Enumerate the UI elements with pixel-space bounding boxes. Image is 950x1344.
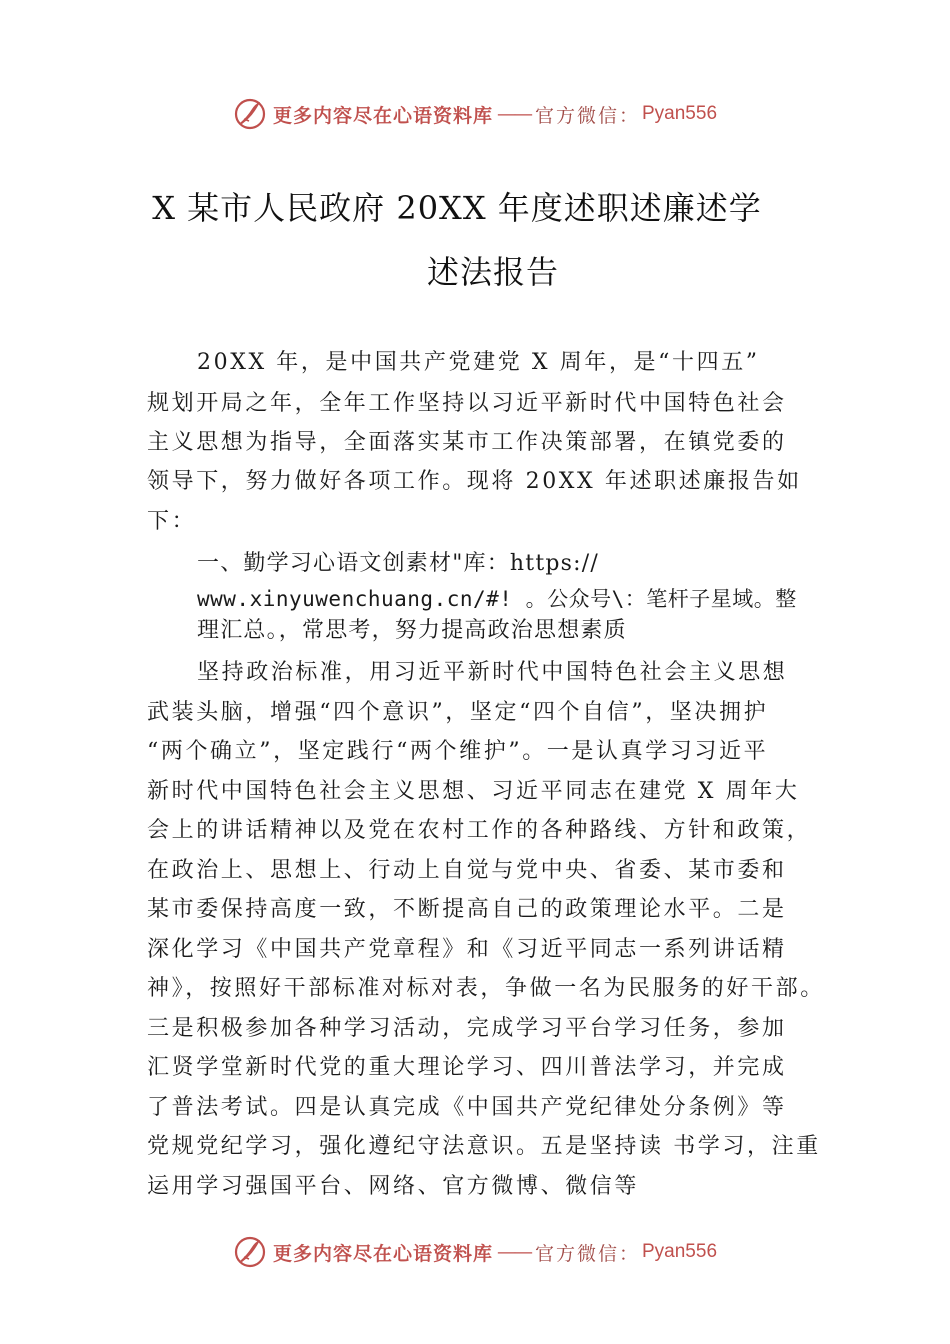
section-heading-line: 一、勤学习心语文创素材"库：https:// — [197, 551, 599, 576]
body-line: 在政治上、思想上、行动上自觉与党中央、省委、某市委和 — [147, 858, 787, 883]
body-line: 武装头脑，增强“四个意识”，坚定“四个自信”，坚决拥护 — [147, 700, 769, 725]
intro-line: 领导下，努力做好各项工作。现将 20XX 年述职述廉报告如 — [147, 469, 802, 494]
document-title-line-1: X 某市人民政府 20XX 年度述职述廉述学 — [152, 189, 762, 227]
body-line: “两个确立”，坚定践行“两个维护”。一是认真学习习近平 — [147, 739, 769, 764]
body-line: 三是积极参加各种学习活动，完成学习平台学习任务，参加 — [147, 1016, 787, 1041]
watermark-brand: 更多内容尽在心语资料库 — [272, 104, 493, 127]
document-title-line-2: 述法报告 — [426, 253, 559, 291]
intro-line: 20XX 年，是中国共产党建党 X 周年，是“十四五” — [197, 350, 760, 375]
body-line: 坚持政治标准，用习近平新时代中国特色社会主义思想 — [197, 660, 788, 685]
watermark-dash: —— — [496, 103, 531, 125]
intro-line: 主义思想为指导，全面落实某市工作决策部署，在镇党委的 — [147, 430, 787, 455]
body-line: 运用学习强国平台、网络、官方微博、微信等 — [147, 1174, 640, 1199]
body-line: 汇贤学堂新时代党的重大理论学习、四川普法学习，并完成 — [147, 1055, 787, 1080]
watermark-official-label: 官方微信： — [534, 104, 640, 127]
intro-line: 下： — [147, 509, 197, 534]
body-line: 新时代中国特色社会主义思想、习近平同志在建党 X 周年大 — [147, 779, 800, 804]
intro-line: 规划开局之年，全年工作坚持以习近平新时代中国特色社会 — [147, 391, 787, 416]
watermark-header — [0, 94, 950, 134]
watermark-wechat-id: Pyan556 — [642, 1241, 718, 1262]
body-line: 深化学习《中国共产党章程》和《习近平同志一系列讲话精 — [147, 937, 787, 962]
section-heading-line: 理汇总。，常思考，努力提高政治思想素质 — [197, 618, 627, 643]
watermark-footer — [0, 1232, 950, 1272]
body-line: 某市委保持高度一致，不断提高自己的政策理论水平。二是 — [147, 897, 787, 922]
body-line: 神》，按照好干部标准对标对表，争做一名为民服务的好干部。 — [147, 976, 825, 1001]
body-line: 党规党纪学习，强化遵纪守法意识。五是坚持读 书学习，注重 — [147, 1134, 821, 1159]
brush-logo-icon — [233, 97, 267, 131]
section-heading-line: www.xinyuwenchuang.cn/#! 。公众号\：笔杆子星域。整 — [197, 587, 797, 611]
watermark-official-label: 官方微信： — [534, 1242, 640, 1265]
body-line: 了普法考试。四是认真完成《中国共产党纪律处分条例》等 — [147, 1095, 787, 1120]
body-line: 会上的讲话精神以及党在农村工作的各种路线、方针和政策， — [147, 818, 812, 843]
watermark-brand: 更多内容尽在心语资料库 — [272, 1242, 493, 1265]
watermark-dash: —— — [496, 1241, 531, 1263]
watermark-wechat-id: Pyan556 — [642, 103, 718, 124]
brush-logo-icon — [233, 1235, 267, 1269]
